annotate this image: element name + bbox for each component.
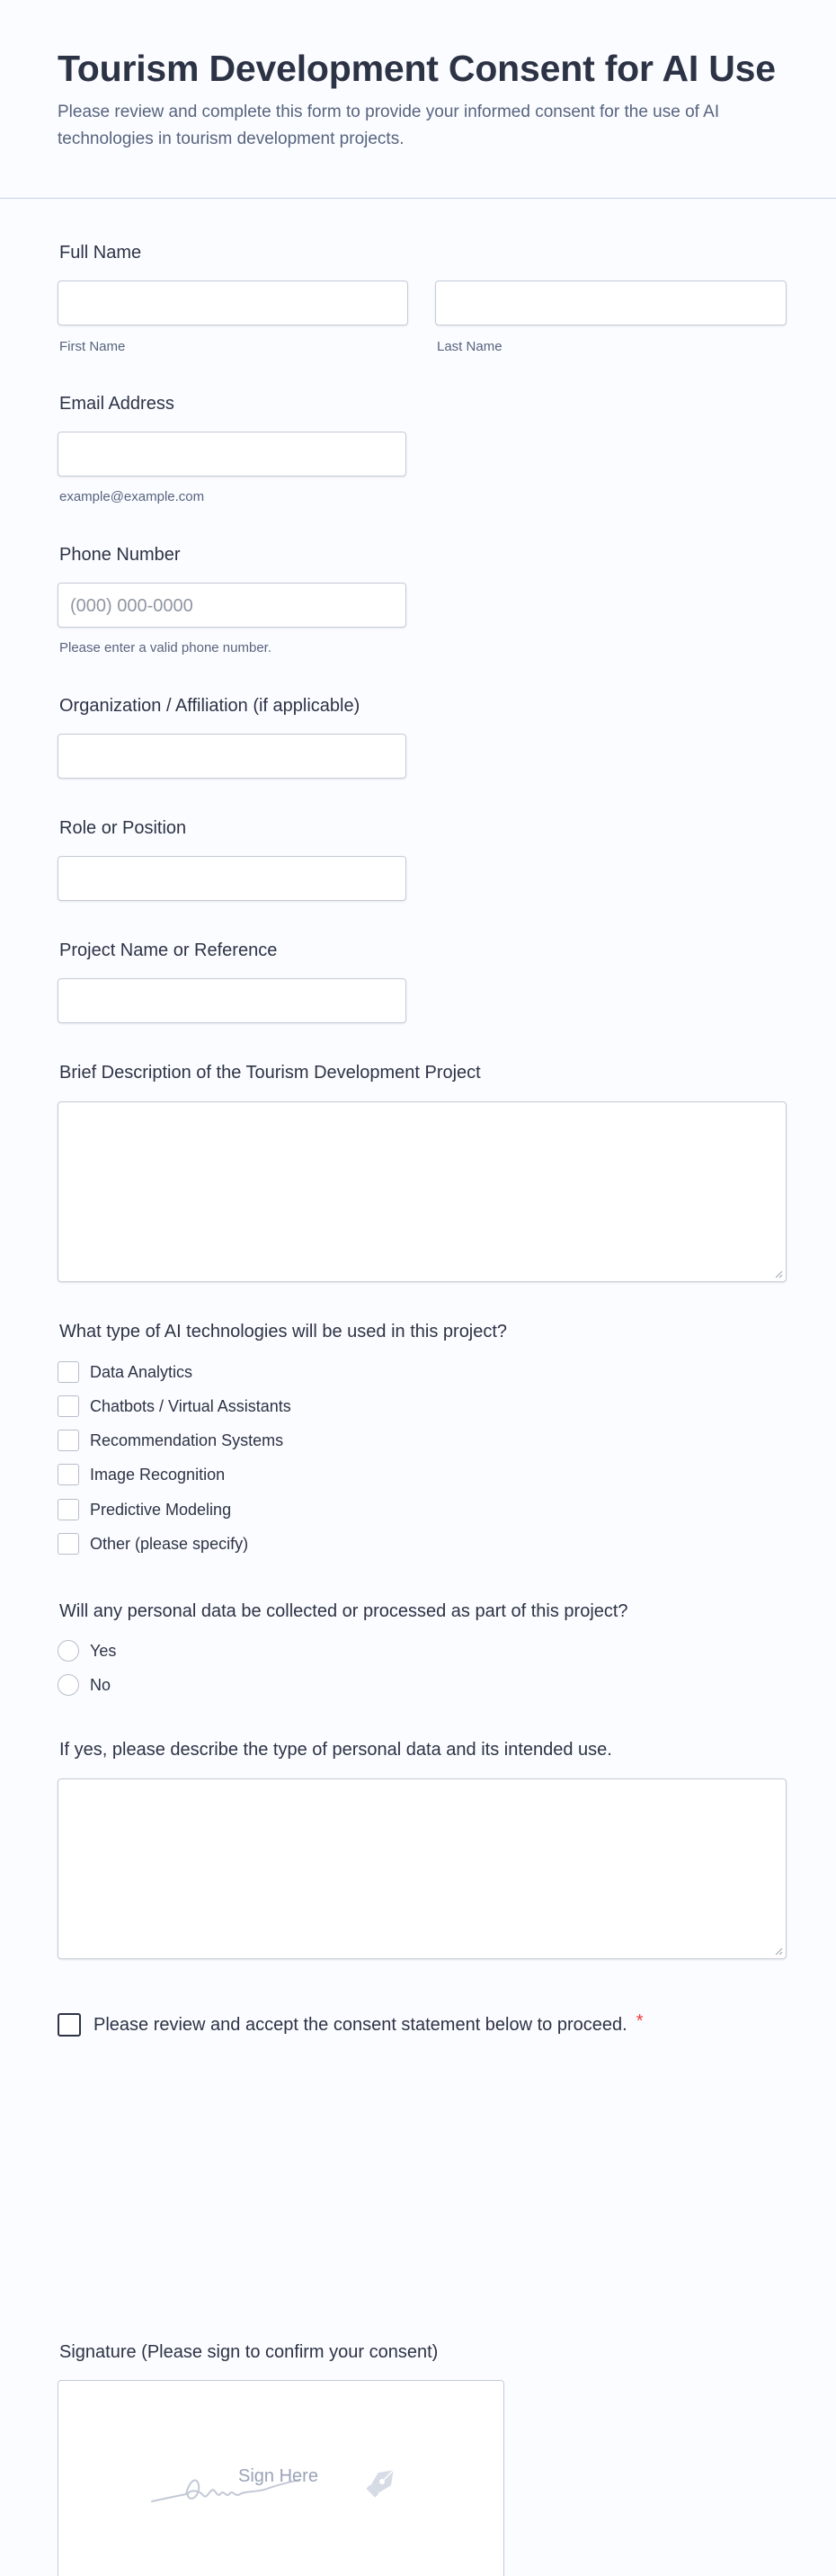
project-name-label: Project Name or Reference [59, 940, 278, 960]
consent-label: Please review and accept the consent statement below to proceed. [93, 2014, 627, 2035]
form-title: Tourism Development Consent for AI Use [58, 48, 776, 89]
phone-input[interactable] [58, 583, 406, 628]
signature-pad[interactable] [58, 2380, 504, 2576]
consent-row[interactable] [58, 2012, 644, 2037]
ai-type-option[interactable]: Predictive Modeling [58, 1498, 231, 1521]
required-indicator: * [636, 2010, 644, 2031]
ai-type-option[interactable]: Data Analytics [58, 1360, 192, 1384]
radio-button[interactable] [58, 1674, 79, 1696]
form-header [0, 0, 836, 199]
email-label: Email Address [59, 394, 174, 414]
first-name-sublabel: First Name [59, 339, 126, 354]
project-description-label: Brief Description of the Tourism Development Project [59, 1063, 481, 1083]
pen-nib-icon [362, 2462, 402, 2501]
ai-type-option[interactable]: Chatbots / Virtual Assistants [58, 1395, 291, 1418]
ai-types-label: What type of AI technologies will be used in this project? [59, 1322, 508, 1341]
ai-type-option[interactable]: Other (please specify) [58, 1532, 248, 1555]
organization-input[interactable] [58, 734, 406, 779]
checkbox[interactable] [58, 1395, 79, 1417]
consent-checkbox[interactable] [58, 2013, 81, 2037]
personal-data-option-no[interactable]: No [58, 1673, 111, 1697]
checkbox[interactable] [58, 1361, 79, 1383]
phone-placeholder: (000) 000-0000 [70, 596, 193, 616]
radio-button[interactable] [58, 1640, 79, 1662]
first-name-input[interactable] [58, 281, 408, 325]
role-label: Role or Position [59, 818, 187, 838]
personal-data-description-textarea[interactable] [58, 1778, 787, 1959]
resize-grip-icon[interactable] [774, 1270, 783, 1279]
project-name-input[interactable] [58, 978, 406, 1023]
phone-sublabel: Please enter a valid phone number. [59, 640, 271, 655]
role-input[interactable] [58, 856, 406, 901]
checkbox[interactable] [58, 1533, 79, 1555]
checkbox[interactable] [58, 1499, 79, 1520]
signature-label: Signature (Please sign to confirm your consent) [59, 2342, 439, 2362]
email-input[interactable] [58, 432, 406, 477]
ai-type-option[interactable]: Image Recognition [58, 1463, 225, 1486]
ai-type-option[interactable]: Recommendation Systems [58, 1429, 283, 1452]
checkbox[interactable] [58, 1464, 79, 1485]
last-name-input[interactable] [435, 281, 787, 325]
last-name-sublabel: Last Name [437, 339, 502, 354]
signature-placeholder: Sign Here [238, 2466, 318, 2486]
organization-label: Organization / Affiliation (if applicable) [59, 696, 360, 716]
project-description-textarea[interactable] [58, 1101, 787, 1282]
phone-label: Phone Number [59, 545, 181, 565]
email-sublabel: example@example.com [59, 489, 205, 504]
personal-data-option-yes[interactable]: Yes [58, 1639, 116, 1662]
personal-data-label: Will any personal data be collected or processed as part of this project? [59, 1601, 628, 1621]
resize-grip-icon[interactable] [774, 1947, 783, 1956]
full-name-label: Full Name [59, 243, 142, 263]
form-description: Please review and complete this form to provide your informed consent for the use of AI technologies in tourism development projects. [58, 103, 720, 148]
checkbox[interactable] [58, 1430, 79, 1451]
personal-data-description-label: If yes, please describe the type of personal data and its intended use. [59, 1740, 612, 1760]
